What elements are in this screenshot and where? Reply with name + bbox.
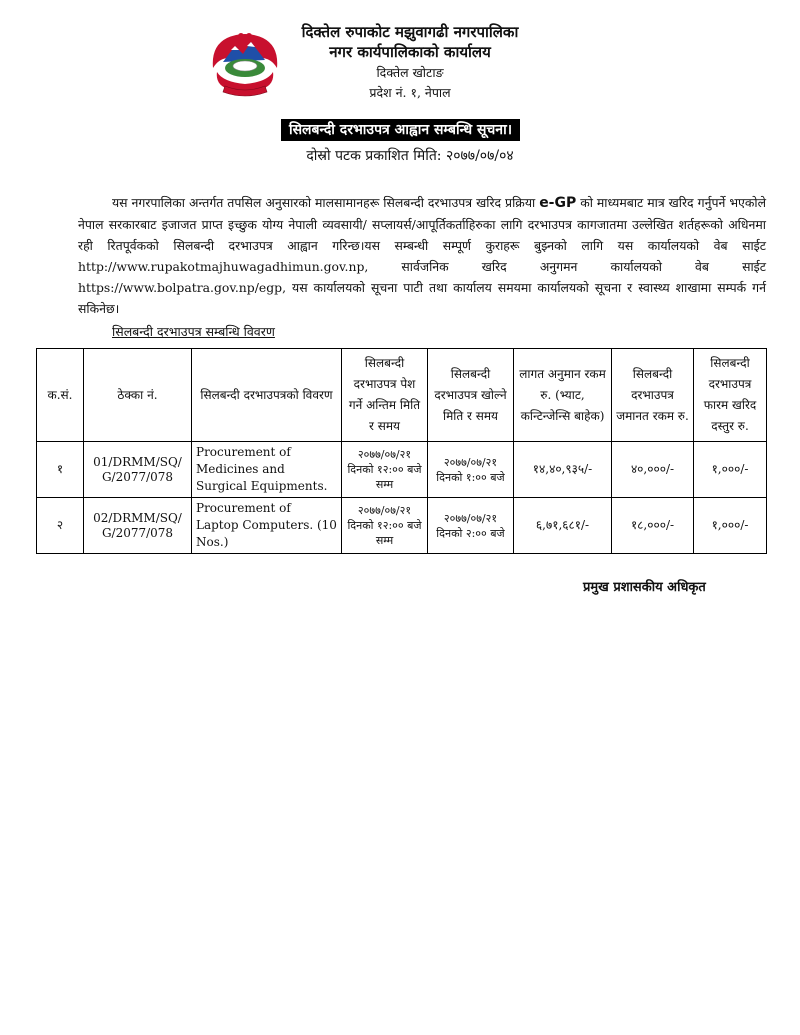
- cell-description: Procurement of Laptop Computers. (10 Nos.): [192, 498, 342, 554]
- col-header-estimate: लागत अनुमान रकम रु. (भ्याट, कन्टिन्जेन्सि बाहेक): [514, 349, 612, 442]
- bid-table: [36, 348, 767, 554]
- cell-submit: २०७७/०७/२१ दिनको १२:०० बजे सम्म: [342, 442, 428, 498]
- table-header-row: [37, 349, 767, 442]
- cell-submit: २०७७/०७/२१ दिनको १२:०० बजे सम्म: [342, 498, 428, 554]
- province-line: प्रदेश नं. १, नेपाल: [369, 85, 451, 100]
- col-header-submit: सिलबन्दी दरभाउपत्र पेश गर्ने अन्तिम मिति र समय: [342, 349, 428, 442]
- municipality-name: दिक्तेल रुपाकोट मझुवागढी नगरपालिका: [301, 23, 519, 41]
- table-row: [37, 442, 767, 498]
- cell-security: ४०,०००/-: [612, 442, 694, 498]
- office-name: नगर कार्यपालिकाको कार्यालय: [329, 43, 491, 61]
- table-row: [37, 498, 767, 554]
- cell-sn: २: [37, 498, 84, 554]
- cell-contract: 02/DRMM/SQ/ G/2077/078: [84, 498, 192, 554]
- cell-description: Procurement of Medicines and Surgical Equipments.: [192, 442, 342, 498]
- cell-open: २०७७/०७/२१ दिनको १:०० बजे: [428, 442, 514, 498]
- cell-open: २०७७/०७/२१ दिनको २:०० बजे: [428, 498, 514, 554]
- col-header-contract: ठेक्का नं.: [84, 349, 192, 442]
- cell-fee: १,०००/-: [694, 498, 767, 554]
- office-location: दिक्तेल खोटाङ: [376, 65, 444, 80]
- cell-estimate: ६,७१,६८१/-: [514, 498, 612, 554]
- egp-label: e-GP: [539, 195, 577, 211]
- col-header-security: सिलबन्दी दरभाउपत्र जमानत रकम रु.: [612, 349, 694, 442]
- notice-title: सिलबन्दी दरभाउपत्र आह्वान सम्बन्धि सूचना।: [281, 119, 520, 141]
- publish-date: दोस्रो पटक प्रकाशित मिति: २०७७/०७/०४: [306, 148, 514, 164]
- notice-body: [78, 192, 766, 319]
- col-header-open: सिलबन्दी दरभाउपत्र खोल्ने मिति र समय: [428, 349, 514, 442]
- body-part1: यस नगरपालिका अन्तर्गत तपसिल अनुसारको मालसामानहरू सिलबन्दी दरभाउपत्र खरिद प्रक्रिया: [112, 195, 540, 210]
- col-header-fee: सिलबन्दी दरभाउपत्र फारम खरिद दस्तुर रु.: [694, 349, 767, 442]
- body-part2: को माध्यमबाट मात्र खरिद गर्नुपर्ने भएकोले नेपाल सरकारबाट इजाजत प्राप्त इच्छुक योग्य नेपाली व्यवसायी/ सप्लायर्स/आपूर्तिकर्ताहिरुका लागि दरभाउपत्र कागजातमा उल्लेखित शर्तहरूको अधिनमा रही रितपूर्वकको सिलबन्दी दरभाउपत्र आह्वान गरिन्छ।यस सम्बन्धी सम्पूर्ण कुराहरू बुझ्नको लागि यस कार्यालयको वेब साईट http://www.rupakotmajhuwagadhimun.gov.np, सार्वजनिक खरिद अनुगमन कार्यालयको वेब साईट https://www.bolpatra.gov.np/egp, यस कार्यालयको सूचना पाटी तथा कार्यालय समयमा कार्यालयको सूचना र स्वास्थ्य शाखामा सम्पर्क गर्न सकिनेछ।: [78, 195, 767, 316]
- signatory-title: प्रमुख प्रशासकीय अधिकृत: [583, 580, 706, 595]
- cell-sn: १: [37, 442, 84, 498]
- cell-estimate: १४,४०,९३५/-: [514, 442, 612, 498]
- cell-contract: 01/DRMM/SQ/ G/2077/078: [84, 442, 192, 498]
- table-title: सिलबन्दी दरभाउपत्र सम्बन्धि विवरण: [112, 324, 275, 339]
- cell-security: १८,०००/-: [612, 498, 694, 554]
- col-header-sn: क.सं.: [37, 349, 84, 442]
- cell-fee: १,०००/-: [694, 442, 767, 498]
- col-header-description: सिलबन्दी दरभाउपत्रको विवरण: [192, 349, 342, 442]
